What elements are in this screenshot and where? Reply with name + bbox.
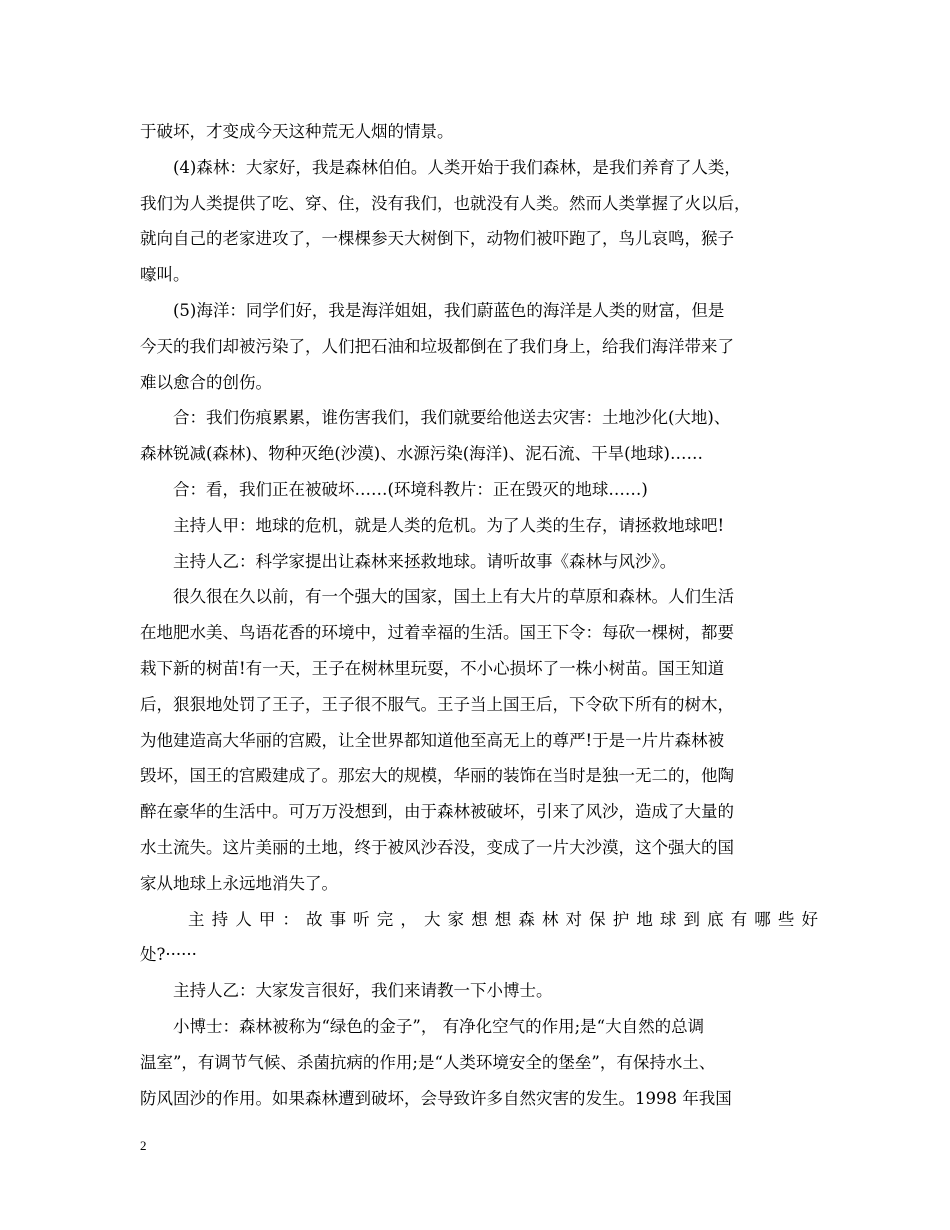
text-line: 难以愈合的创伤。 <box>140 372 272 392</box>
text-line: 水土流失。这片美丽的土地，终于被风沙吞没，变成了一片大沙漠，这个强大的国 <box>140 837 734 857</box>
text-line: 主持人乙：科学家提出让森林来拯救地球。请听故事《森林与风沙》。 <box>173 551 677 571</box>
text-line: 主持人甲：故事听完，大家想想森林对保护地球到底有哪些好 <box>188 909 820 929</box>
text-line: (5)海洋：同学们好，我是海洋姐姐，我们蔚蓝色的海洋是人类的财富，但是 <box>173 300 725 320</box>
text-line: 后，狠狠地处罚了王子，王子很不服气。王子当上国王后，下令砍下所有的树木， <box>140 694 734 714</box>
text-line: 主持人甲：地球的危机，就是人类的危机。为了人类的生存，请拯救地球吧! <box>173 515 725 535</box>
text-line: 处?······ <box>140 945 197 965</box>
text-line: 我们为人类提供了吃、穿、住，没有我们，也就没有人类。然而人类掌握了火以后， <box>140 193 751 213</box>
document-body <box>140 114 820 1116</box>
text-line: 毁坏，国王的宫殿建成了。那宏大的规模，华丽的装饰在当时是独一无二的，他陶 <box>140 766 734 786</box>
text-line: 合：看，我们正在被破坏……(环境科教片：正在毁灭的地球……) <box>173 479 648 499</box>
text-line: 今天的我们却被污染了，人们把石油和垃圾都倒在了我们身上，给我们海洋带来了 <box>140 336 734 356</box>
text-line: 嚎叫。 <box>140 265 190 285</box>
text-line: 主持人乙：大家发言很好，我们来请教一下小博士。 <box>173 981 553 1001</box>
text-line: 就向自己的老家进攻了，一棵棵参天大树倒下，动物们被吓跑了，鸟儿哀鸣，猴子 <box>140 229 734 249</box>
text-line: 栽下新的树苗!有一天，王子在树林里玩耍，不小心损坏了一株小树苗。国王知道 <box>140 658 725 678</box>
page-number: 2 <box>140 1138 147 1153</box>
text-line: 很久很在久以前，有一个强大的国家，国土上有大片的草原和森林。人们生活 <box>173 587 734 607</box>
text-line: 于破坏，才变成今天这种荒无人烟的情景。 <box>140 122 454 141</box>
text-line: 森林锐减(森林)、物种灭绝(沙漠)、水源污染(海洋)、泥石流、干旱(地球)…… <box>140 444 703 464</box>
text-line: (4)森林：大家好，我是森林伯伯。人类开始于我们森林，是我们养育了人类， <box>173 157 741 177</box>
text-line: 为他建造高大华丽的宫殿，让全世界都知道他至高无上的尊严!于是一片片森林被 <box>140 730 725 750</box>
text-line: 防风固沙的作用。如果森林遭到破坏，会导致许多自然灾害的发生。1998 年我国 <box>140 1088 732 1108</box>
text-line: 醉在豪华的生活中。可万万没想到，由于森林被破坏，引来了风沙，造成了大量的 <box>140 802 734 822</box>
text-line: 合：我们伤痕累累，谁伤害我们，我们就要给他送去灾害：土地沙化(大地)、 <box>173 408 731 428</box>
text-line: 在地肥水美、鸟语花香的环境中，过着幸福的生活。国王下令：每砍一棵树，都要 <box>140 623 734 643</box>
text-line: 家从地球上永远地消失了。 <box>140 873 338 893</box>
text-line: 温室”，有调节气候、杀菌抗病的作用;是“人类环境安全的堡垒”，有保持水土、 <box>140 1052 716 1072</box>
text-line: 小博士：森林被称为“绿色的金子”， 有净化空气的作用;是“大自然的总调 <box>173 1016 705 1036</box>
